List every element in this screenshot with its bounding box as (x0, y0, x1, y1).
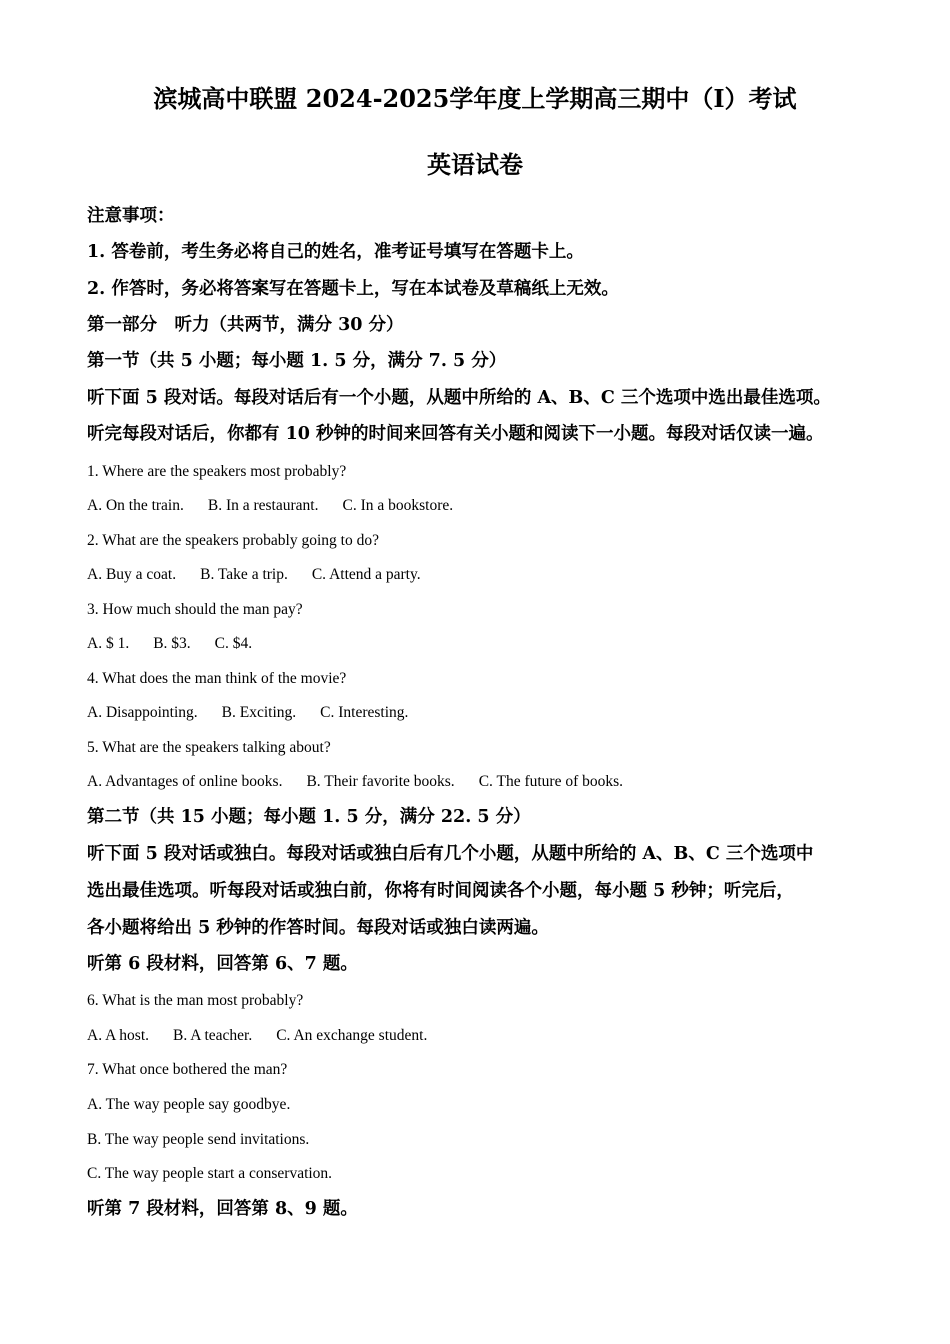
question-5: 5. What are the speakers talking about? (87, 739, 331, 756)
section2-heading: 第二节（共 15 小题；每小题 1. 5 分，满分 22. 5 分） (87, 807, 531, 827)
question-4-options (87, 702, 408, 724)
question-6-options (87, 1025, 427, 1047)
question-6: 6. What is the man most probably? (87, 992, 304, 1009)
option-b: B. Exciting. (221, 704, 297, 721)
question-2: 2. What are the speakers probably going to do? (87, 532, 379, 549)
section2-instruction-1: 听下面 5 段对话或独白。每段对话或独白后有几个小题，从题中所给的 A、B、C 三个选项中 (87, 844, 814, 864)
option-b: B. In a restaurant. (207, 497, 319, 514)
question-5-options (87, 771, 623, 793)
exam-title: 滨城高中联盟 2024-2025学年度上学期高三期中（I）考试 (153, 84, 797, 113)
section1-instruction-2: 听完每段对话后，你都有 10 秒钟的时间来回答有关小题和阅读下一小题。每段对话仅读一遍。 (87, 424, 824, 444)
option-a: A. Disappointing. (87, 704, 198, 721)
question-7-option-b: B. The way people send invitations. (87, 1131, 310, 1148)
option-b: B. A teacher. (173, 1027, 253, 1044)
option-c: C. Attend a party. (311, 566, 421, 583)
option-a: A. A host. (87, 1027, 150, 1044)
option-a: A. $ 1. (87, 635, 130, 652)
question-7-option-c: C. The way people start a conservation. (87, 1165, 333, 1182)
exam-subtitle: 英语试卷 (427, 150, 523, 179)
notice-item-1: 1. 答卷前，考生务必将自己的姓名，准考证号填写在答题卡上。 (87, 242, 584, 262)
option-c: C. An exchange student. (276, 1027, 428, 1044)
question-3: 3. How much should the man pay? (87, 601, 303, 618)
material-7-heading: 听第 7 段材料，回答第 8、9 题。 (87, 1199, 358, 1219)
option-c: C. The future of books. (478, 773, 624, 790)
question-1: 1. Where are the speakers most probably? (87, 463, 347, 480)
option-a: A. Buy a coat. (87, 566, 177, 583)
option-b: B. Take a trip. (200, 566, 288, 583)
notice-item-2: 2. 作答时，务必将答案写在答题卡上，写在本试卷及草稿纸上无效。 (87, 279, 619, 299)
part1-heading: 第一部分 听力（共两节，满分 30 分） (87, 315, 404, 335)
option-b: B. $3. (153, 635, 191, 652)
option-a: A. Advantages of online books. (87, 773, 283, 790)
question-4: 4. What does the man think of the movie? (87, 670, 347, 687)
option-c: C. In a bookstore. (342, 497, 454, 514)
question-7-option-a: A. The way people say goodbye. (87, 1096, 291, 1113)
section2-instruction-2: 选出最佳选项。听每段对话或独白前，你将有时间阅读各个小题，每小题 5 秒钟；听完后， (87, 881, 794, 901)
question-2-options (87, 564, 421, 586)
section2-instruction-3: 各小题将给出 5 秒钟的作答时间。每段对话或独白读两遍。 (87, 918, 549, 938)
question-3-options (87, 633, 252, 655)
notice-heading: 注意事项： (87, 206, 175, 226)
question-1-options (87, 495, 453, 517)
option-b: B. Their favorite books. (306, 773, 455, 790)
question-7: 7. What once bothered the man? (87, 1061, 288, 1078)
section1-instruction-1: 听下面 5 段对话。每段对话后有一个小题，从题中所给的 A、B、C 三个选项中选出最佳选项。 (87, 388, 831, 408)
option-a: A. On the train. (87, 497, 184, 514)
option-c: C. Interesting. (320, 704, 409, 721)
option-c: C. $4. (214, 635, 253, 652)
material-6-heading: 听第 6 段材料，回答第 6、7 题。 (87, 954, 358, 974)
section1-heading: 第一节（共 5 小题；每小题 1. 5 分，满分 7. 5 分） (87, 351, 507, 371)
